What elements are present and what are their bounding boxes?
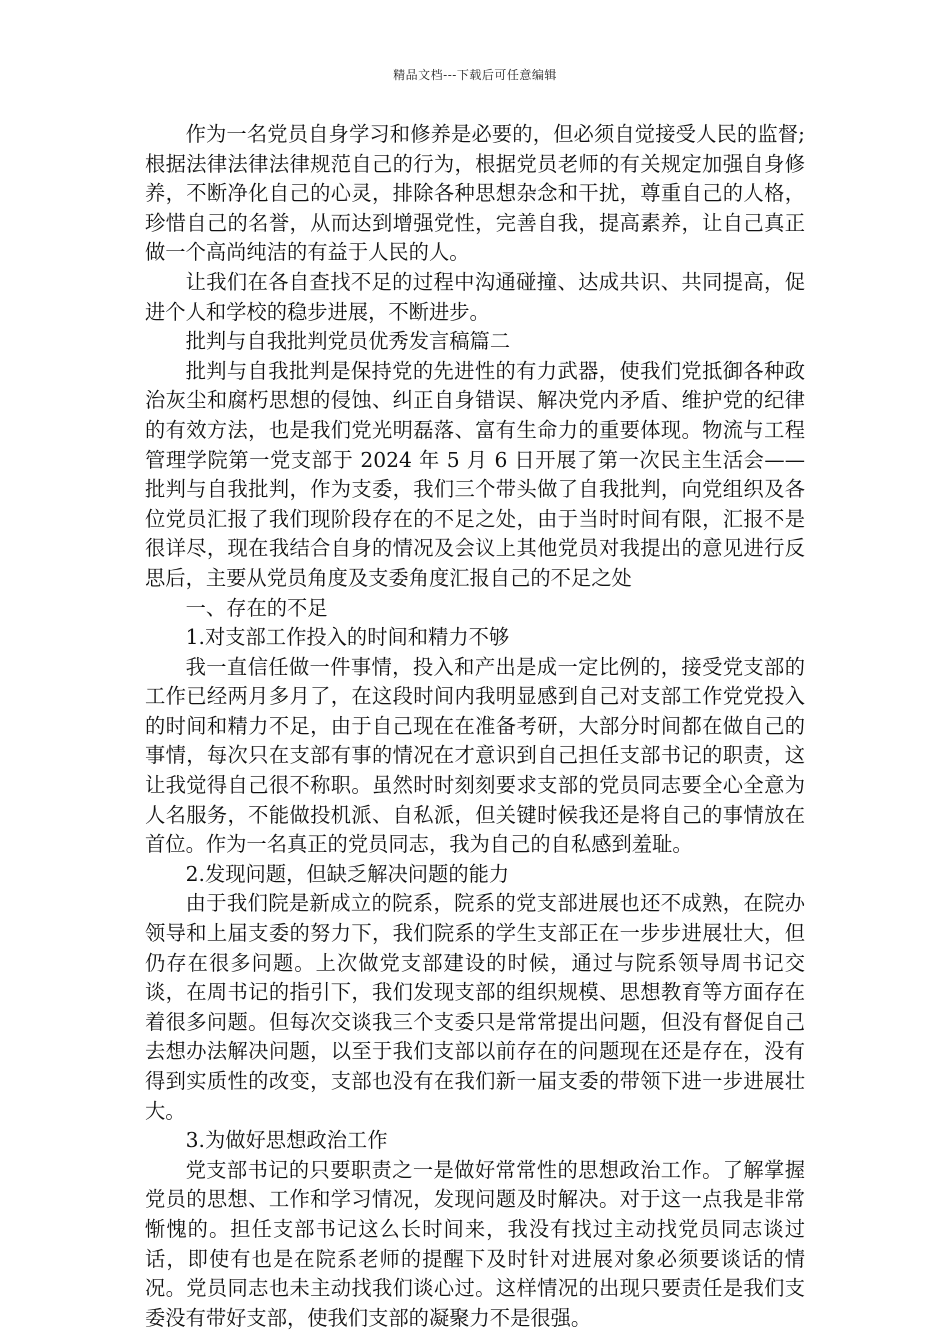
subheading-1: 1.对支部工作投入的时间和精力不够 (185, 625, 510, 650)
document-body (145, 120, 805, 1333)
paragraph-2: 由于我们院是新成立的院系，院系的党支部进展也还不成熟，在院办领导和上届支委的努力下，我们院系的学生支部正在一步步进展壮大，但仍存在很多问题。上次做党支部建设的时候，通过与院系领导周书记交谈，在周书记的指引下，我们发现支部的组织规模、思想教育等方面存在着很多问题。但每次交谈我三个支委只是常常提出问题，但没有督促自己去想办法解决问题，以至于我们支部以前存在的问题现在还是存在，没有得到实质性的改变，支部也没有在我们新一届支委的带领下进一步进展壮大。 (145, 891, 805, 1123)
heading-shortcomings: 一、存在的不足 (185, 595, 328, 620)
subheading-3: 3.为做好思想政治工作 (185, 1128, 388, 1153)
section-title: 批判与自我批判党员优秀发言稿篇二 (185, 329, 511, 354)
subheading-2: 2.发现问题，但缺乏解决问题的能力 (185, 861, 510, 886)
paragraph-1: 我一直信任做一件事情，投入和产出是成一定比例的，接受党支部的工作已经两月多月了，在这段时间内我明显感到自己对支部工作党党投入的时间和精力不足，由于自己现在在准备考研，大部分时间都在做自己的事情，每次只在支部有事的情况在才意识到自己担任支部书记的职责，这让我觉得自己很不称职。虽然时时刻刻要求支部的党员同志要全心全意为人名服务，不能做投机派、自私派，但关键时候我还是将自己的事情放在首位。作为一名真正的党员同志，我为自己的自私感到羞耻。 (145, 654, 805, 857)
paragraph-3: 党支部书记的只要职责之一是做好常常性的思想政治工作。了解掌握党员的思想、工作和学习情况，发现问题及时解决。对于这一点我是非常惭愧的。担任支部书记这么长时间来，我没有找过主动找党员同志谈过话，即使有也是在院系老师的提醒下及时针对进展对象必须要谈话的情况。党员同志也未主动找我们谈心过。这样情况的出现只要责任是我们支委没有带好支部，使我们支部的凝聚力不是很强。 (145, 1157, 805, 1330)
paragraph-introduction: 批判与自我批判是保持党的先进性的有力武器，使我们党抵御各种政治灰尘和腐朽思想的侵蚀、纠正自身错误、解决党内矛盾、维护党的纪律的有效方法，也是我们党光明磊落、富有生命力的重要体现。物流与工程管理学院第一党支部于 2024 年 5 月 6 日开展了第一次民主生活会——批判与自我批判，作为支委，我们三个带头做了自我批判，向党组织及各位党员汇报了我们现阶段存在的不足之处，由于当时时间有限，汇报不是很详尽，现在我结合自身的情况及会议上其他党员对我提出的意见进行反思后，主要从党员角度及支委角度汇报自己的不足之处 (145, 358, 805, 590)
paragraph-common-progress: 让我们在各自查找不足的过程中沟通碰撞、达成共识、共同提高，促进个人和学校的稳步进展，不断进步。 (145, 269, 805, 324)
paragraph-self-cultivation: 作为一名党员自身学习和修养是必要的，但必须自觉接受人民的监督;根据法律法律法律规范自己的行为，根据党员老师的有关规定加强自身修养，不断净化自己的心灵，排除各种思想杂念和干扰，尊重自己的人格，珍惜自己的名誉，从而达到增强党性，完善自我，提高素养，让自己真正做一个高尚纯洁的有益于人民的人。 (145, 122, 805, 265)
page-header: 精品文档---下载后可任意编辑 (393, 68, 557, 82)
